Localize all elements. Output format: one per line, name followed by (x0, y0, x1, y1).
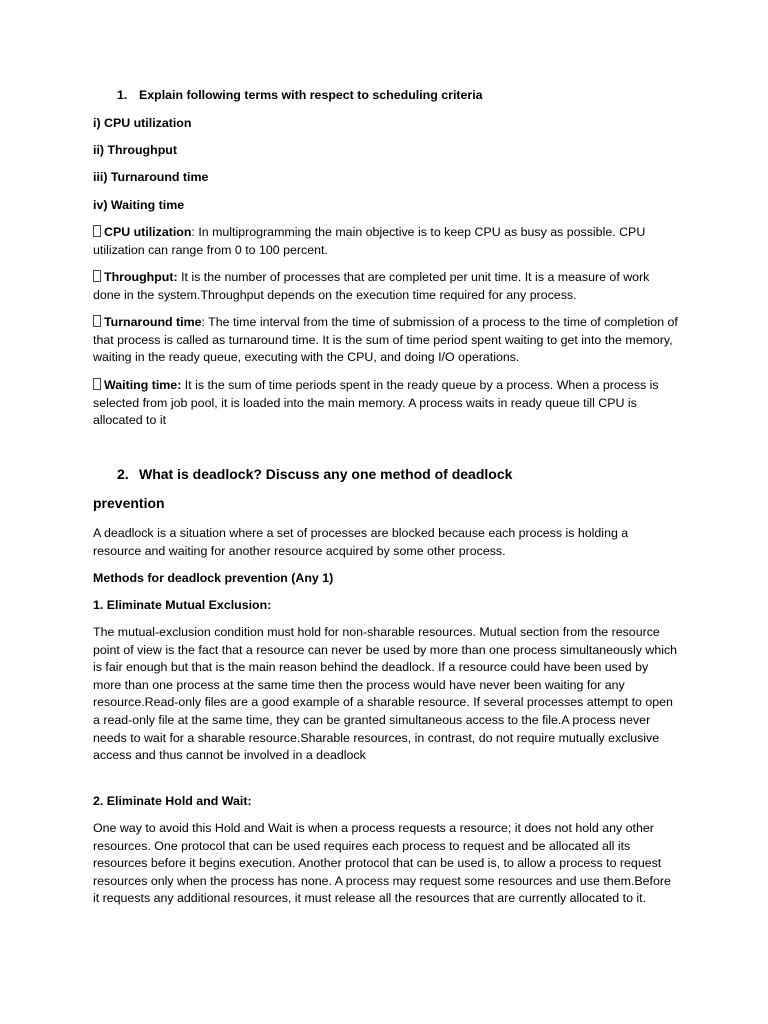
q2-heading (117, 466, 702, 484)
definition-term: Waiting time: (104, 378, 182, 392)
q1-title: Explain following terms with respect to scheduling criteria (139, 88, 483, 102)
method2-heading: 2. Eliminate Hold and Wait: (93, 794, 252, 808)
term-throughput: ii) Throughput (93, 143, 177, 157)
q2-title-continued: prevention (93, 495, 165, 511)
definition-text: It is the sum of time periods spent in the ready queue by a process. When a process is selected from job pool, it is loaded into the main memory. A process waits in ready queue till CPU is allocated to it (93, 378, 659, 428)
missing-glyph-icon (93, 225, 101, 237)
definition-text: In multiprogramming the main objective is to keep CPU as busy as possible. CPU utilization can range from 0 to 100 percent. (93, 225, 646, 257)
definition-term: CPU utilization (104, 225, 192, 239)
method1-paragraph: The mutual-exclusion condition must hold for non-sharable resources. Mutual section from the resource point of view is the fact that a resource can never be used by more than one process simultaneously which is fair enough but that is the main reason behind the deadlock. If a resource could have been used by more than one process at the same time then the process would have never been waiting for any resource.Read-only files are a good example of a sharable resource. If several processes attempt to open a read-only file at the same time, they can be granted simultaneous access to the file.A process never needs to wait for a sharable resource.Sharable resources, in contrast, do not require mutually exclusive access and thus cannot be involved in a deadlock (93, 625, 678, 763)
definition-cpu-utilization: CPU utilization: In multiprogramming the main objective is to keep CPU as busy as possible. CPU utilization can range from 0 to 100 percent. (93, 225, 646, 257)
q1-number: 1. (117, 88, 128, 102)
term-cpu-utilization: i) CPU utilization (93, 116, 192, 130)
missing-glyph-icon (93, 315, 101, 327)
q2-number: 2. (117, 466, 129, 482)
definition-text: It is the number of processes that are completed per unit time. It is a measure of work done in the system.Throughput depends on the execution time required for any process. (93, 270, 650, 302)
term-waiting-time: iv) Waiting time (93, 198, 185, 212)
method2-paragraph: One way to avoid this Hold and Wait is when a process requests a resource; it does not hold any other resources. One protocol that can be used requires each process to request and be allocated all its resources before it begins execution. Another protocol that can be used is, to allow a process to request resources only when the process has none. A process may request some resources and use them.Before it requests any additional resources, it must release all the resources that are currently allocated to it. (93, 821, 671, 906)
definition-throughput (93, 269, 678, 304)
definition-term: Turnaround time (104, 315, 202, 329)
missing-glyph-icon (93, 270, 101, 282)
deadlock-definition: A deadlock is a situation where a set of processes are blocked because each process is holding a resource and waiting for another resource acquired by some other process. (93, 526, 629, 558)
term-turnaround-time: iii) Turnaround time (93, 170, 209, 184)
missing-glyph-icon (93, 378, 101, 390)
definition-waiting-time (93, 377, 678, 430)
definition-text: The time interval from the time of submission of a process to the time of completion of that process is called as turnaround time. It is the sum of time period spent waiting to get into the memory, waiting in the ready queue, executing with the CPU, and doing I/O operations. (93, 315, 678, 365)
q2-title: What is deadlock? Discuss any one method of deadlock (139, 466, 513, 482)
q1-heading (117, 87, 702, 105)
definition-term: Throughput: (104, 270, 178, 284)
method1-heading: 1. Eliminate Mutual Exclusion: (93, 598, 272, 612)
methods-heading: Methods for deadlock prevention (Any 1) (93, 571, 334, 585)
definition-turnaround-time: Turnaround time: The time interval from the time of submission of a process to the time of completion of that process is called as turnaround time. It is the sum of time period spent waiting to get into the memory, waiting in the ready queue, executing with the CPU, and doing I/O operations. (93, 315, 678, 365)
